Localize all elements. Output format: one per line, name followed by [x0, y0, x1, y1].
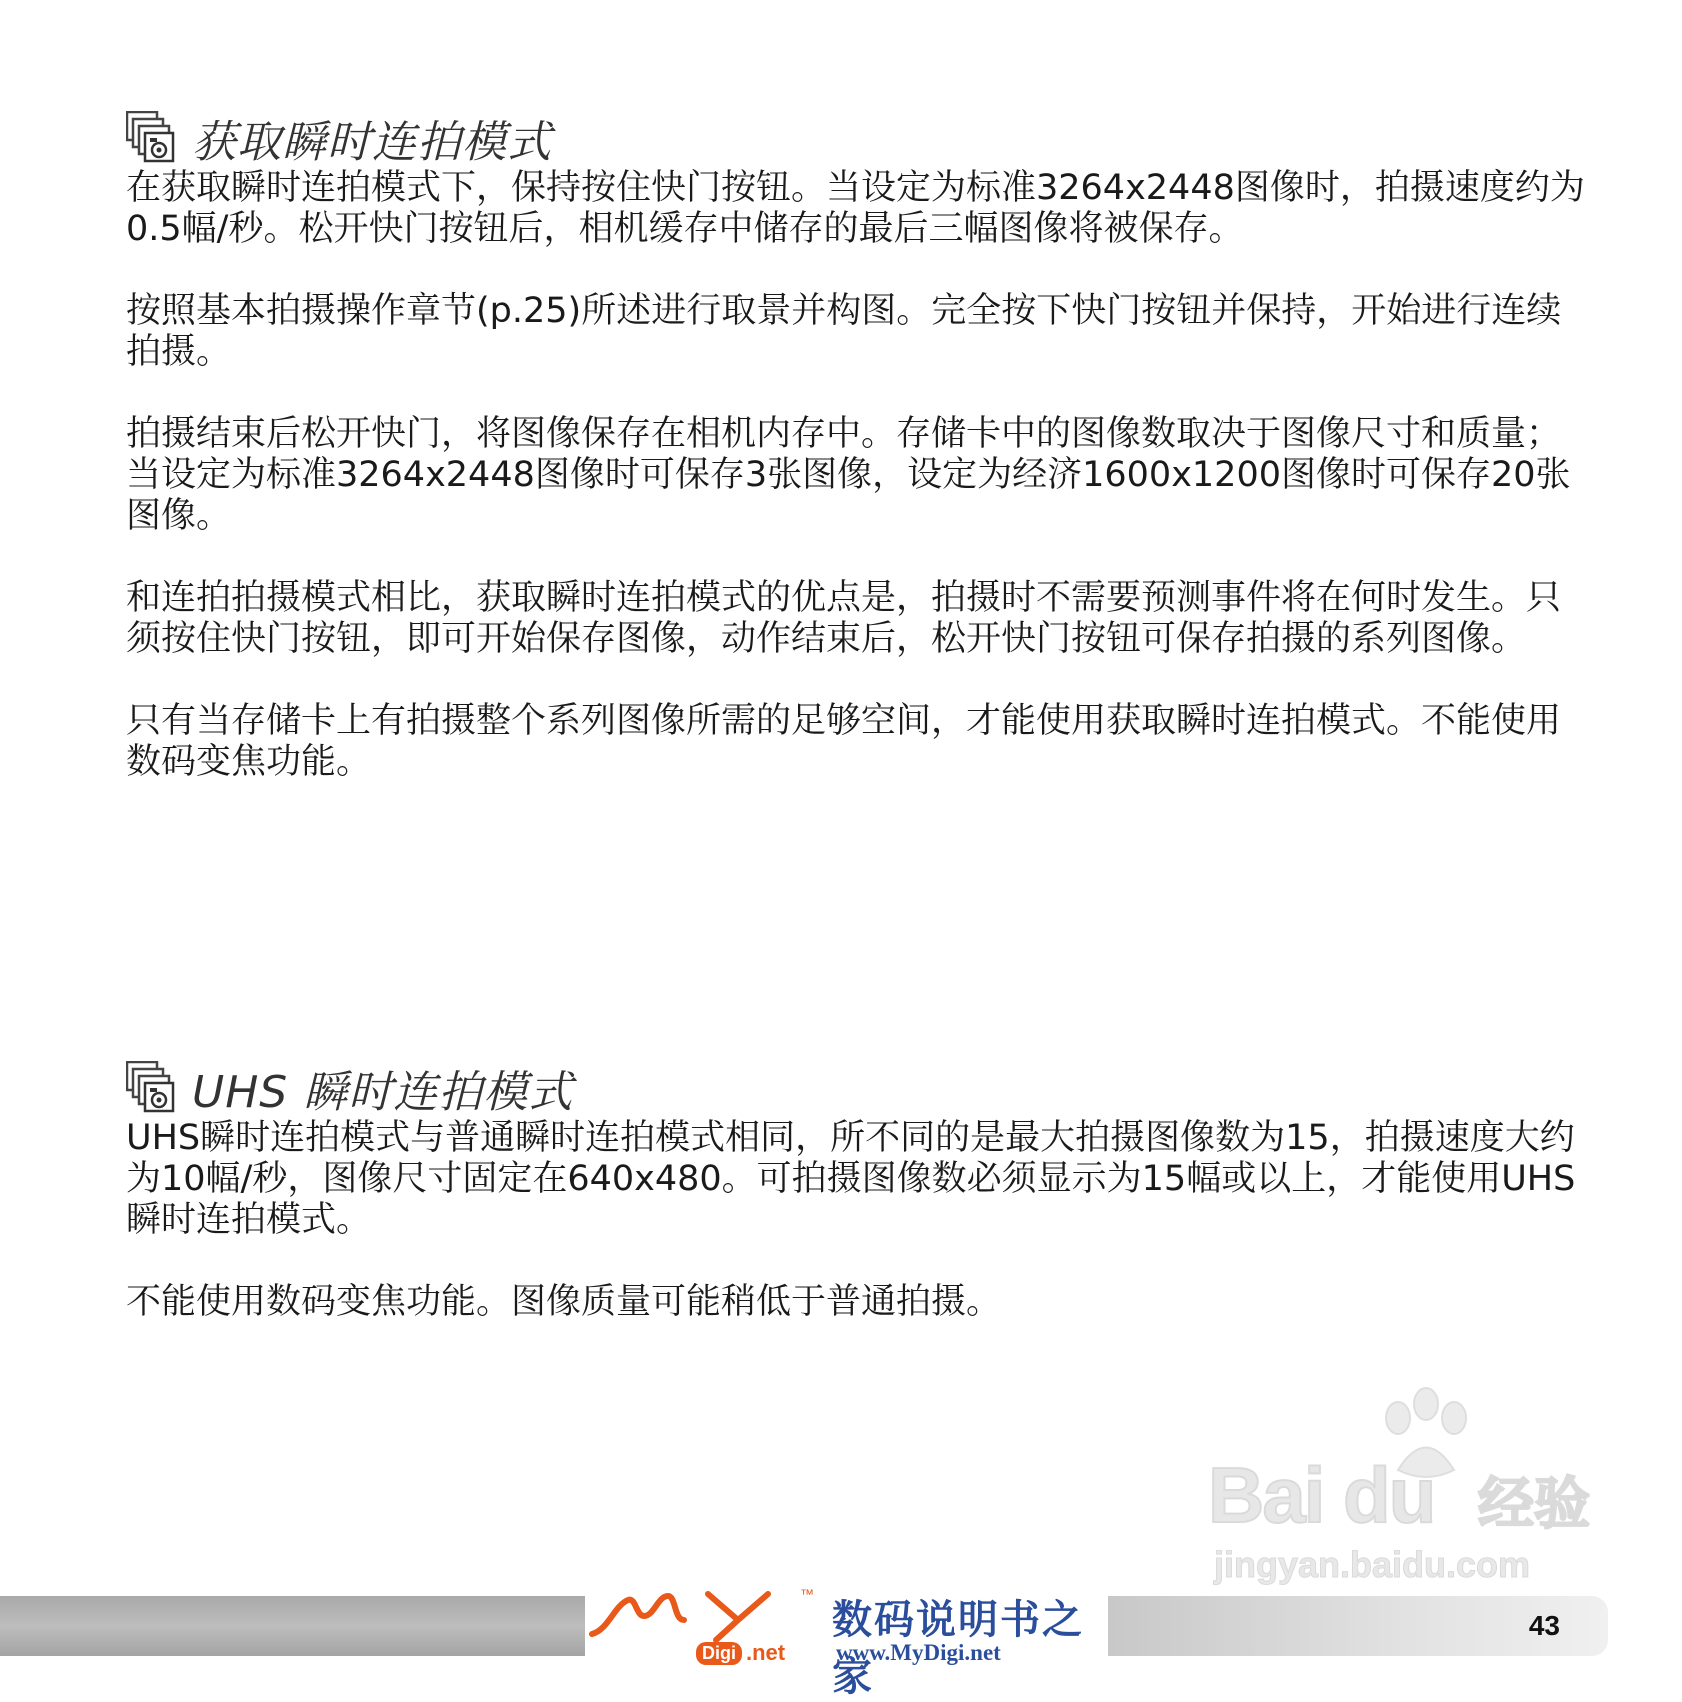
paragraph: UHS瞬时连拍模式与普通瞬时连拍模式相同，所不同的是最大拍摄图像数为15，拍摄速度大约为10幅/秒，图像尺寸固定在640x480。可拍摄图像数必须显示为15幅或以上，才能使用UHS瞬时连拍模式。: [126, 1118, 1576, 1240]
paragraph: 不能使用数码变焦功能。图像质量可能稍低于普通拍摄。: [126, 1282, 1002, 1322]
paragraph: 拍摄结束后松开快门，将图像保存在相机内存中。存储卡中的图像数取决于图像尺寸和质量；当设定为标准3264x2448图像时可保存3张图像，设定为经济1600x1200图像时可保存20张图像。: [126, 414, 1571, 536]
watermark-brand-cn: 经验: [1478, 1472, 1590, 1537]
section-uhs-burst: [126, 1058, 1586, 1323]
watermark-url: jingyan.baidu.com: [1214, 1544, 1531, 1585]
footer-bar-right: [1108, 1596, 1608, 1656]
logo-url[interactable]: www.MyDigi.net: [836, 1640, 1001, 1665]
section-heading: [126, 1058, 1586, 1118]
paragraph: 只有当存储卡上有拍摄整个系列图像所需的足够空间，才能使用获取瞬时连拍模式。不能使用数码变焦功能。: [126, 701, 1562, 782]
section-heading: [126, 108, 1586, 168]
paragraph: 在获取瞬时连拍模式下，保持按住快门按钮。当设定为标准3264x2448图像时，拍摄速度约为0.5幅/秒。松开快门按钮后，相机缓存中储存的最后三幅图像将被保存。: [126, 168, 1585, 249]
section-title: 获取瞬时连拍模式: [192, 117, 552, 168]
camera-burst-icon: [126, 1061, 176, 1115]
my-logo-icon: [588, 1586, 803, 1646]
footer-bar-left: [0, 1596, 585, 1656]
page-number: 43: [1528, 1610, 1560, 1641]
paragraph: 和连拍拍摄模式相比，获取瞬时连拍模式的优点是，拍摄时不需要预测事件将在何时发生。只须按住快门按钮，即可开始保存图像，动作结束后，松开快门按钮可保存拍摄的系列图像。: [126, 578, 1562, 659]
logo-net: .net: [746, 1640, 786, 1665]
section-title: UHS 瞬时连拍模式: [192, 1067, 574, 1118]
watermark-brand: Bai du: [1208, 1451, 1435, 1539]
section-capture-burst: [126, 108, 1586, 783]
paragraph: 按照基本拍摄操作章节(p.25)所述进行取景并构图。完全按下快门按钮并保持，开始进行连续拍摄。: [126, 291, 1562, 372]
logo-badge: Digi: [696, 1642, 742, 1665]
logo-trademark: ™: [800, 1586, 814, 1602]
logo-name: 数码说明书之家: [832, 1596, 1084, 1700]
mydigi-logo[interactable]: [588, 1586, 1100, 1700]
baidu-jingyan-watermark: [1208, 1380, 1608, 1610]
camera-burst-icon: [126, 111, 176, 165]
